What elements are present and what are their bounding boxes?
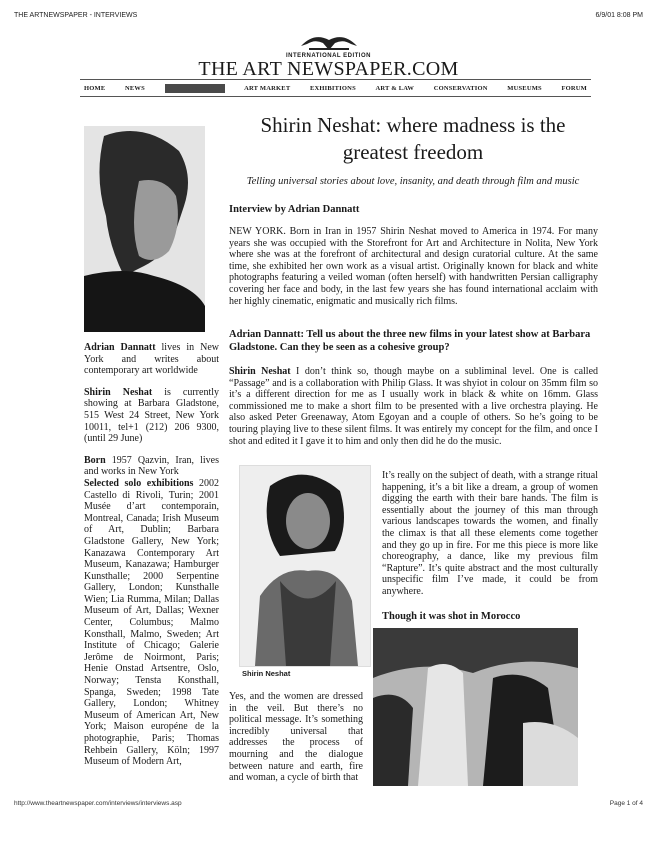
article-byline: Interview by Adrian Dannatt <box>229 204 360 215</box>
nav-art-law[interactable]: ART & LAW <box>375 84 415 92</box>
solo-note <box>84 478 219 768</box>
solo-label: Selected solo exhibitions <box>84 477 194 489</box>
print-header-title: THE ARTNEWSPAPER - INTERVIEWS <box>14 12 138 19</box>
edition-label: INTERNATIONAL EDITION <box>286 53 371 59</box>
article-intro: NEW YORK. Born in Iran in 1957 Shirin Neshat moved to America in 1974. For many years she was occupied with the Storefront for Art and Architecture in Nolita, New York where she was at the forefront of architectural and design curatorial culture. At the same time, she exhibited her own work as a visual artist. Originally known for black and white photographs featuring a veiled woman (often herself) with handwritten Persian calligraphy covering her face and body, in the last few years she has found international acclaim with her highly cinematic, enigmatic and musically rich films. <box>229 226 598 307</box>
masthead <box>0 30 657 79</box>
sidebar <box>84 342 219 778</box>
author-note <box>84 342 219 377</box>
masthead-emblem <box>299 30 359 52</box>
answer-1 <box>229 366 598 447</box>
nav-home[interactable]: HOME <box>84 84 106 92</box>
nav-art-market[interactable]: ART MARKET <box>244 84 291 92</box>
question-2: Though it was shot in Morocco <box>382 611 521 622</box>
show-artist: Shirin Neshat <box>84 386 153 398</box>
article-deck: Telling universal stories about love, insanity, and death through film and music <box>246 176 580 187</box>
site-title[interactable]: THE ART NEWSPAPER.COM <box>198 58 459 80</box>
author-bio: lives in New York and writes about contemporary art worldwide <box>84 342 219 377</box>
print-header-date: 6/9/01 8:08 PM <box>595 12 643 19</box>
answer-2: Yes, and the women are dressed in the veil. But there’s no political message. It’s something incredibly universal that addresses the process of mourning and the dialogue between nature and earth, fire and woman, a cycle of birth that <box>229 691 363 784</box>
nav-conservation[interactable]: CONSERVATION <box>433 84 488 92</box>
show-note <box>84 387 219 445</box>
author-name: Adrian Dannatt <box>84 342 156 353</box>
film-still-photo <box>373 628 578 786</box>
neshat-photo <box>239 465 371 667</box>
show-info: is currently showing at Barbara Gladstone, 515 West 24 Street, New York 10011, tel+1 (212) 206 9300, (until 29 June) <box>84 386 220 445</box>
born-note <box>84 455 219 478</box>
nav-exhibitions[interactable]: EXHIBITIONS <box>309 84 356 92</box>
nav-news[interactable]: NEWS <box>124 84 145 92</box>
answer-1-speaker: Shirin Neshat <box>229 366 291 377</box>
question-1: Adrian Dannatt: Tell us about the three new films in your latest show at Barbara Gladstone. Can they be seen as a cohesive group? <box>229 329 591 353</box>
born-label: Born <box>84 454 106 466</box>
main-nav <box>80 79 591 97</box>
nav-museums[interactable]: MUSEUMS <box>507 84 542 92</box>
nav-forum[interactable]: FORUM <box>561 84 587 92</box>
answer-1-text: I don’t think so, though maybe on a subliminal level. One is called “Passage” and is a collaboration with Philip Glass. It was shyiot in colour on 35mm film so it’s a different direction for me as I usually work in black & white on 16mm. Glass commissioned me to make a short film to be presented with a live orchestra playing. He also asked Peter Greenaway, Atom Egoyan and a couple of others. So he’s going to be touring playing live to these silent films. It was entirely my concept for the film, and once I shot and edited it I gave it to him and only then did he do the music. <box>229 366 599 447</box>
born-info: 1957 Qazvin, Iran, lives and works in New York <box>84 454 219 478</box>
author-photo <box>84 126 205 332</box>
answer-1-continued: It’s really on the subject of death, with a strange ritual happening, it’s a bit like a dream, a group of women digging the earth with their bare hands. The film is essentially about the journey of this man through various landscapes towards the women, and finally the climax is that all these elements come together and they go up in fire. For me this piece is more like choreography, a dance, like my previous film “Rapture”. It’s quite abstract and the most culturally unspecific film I’ve made, it could be from anywhere. <box>382 470 598 597</box>
article-headline: Shirin Neshat: where madness is the greatest freedom <box>260 113 566 164</box>
nav-interviews[interactable]: INTERVIEWS <box>165 84 225 93</box>
print-footer-url: http://www.theartnewspaper.com/interviews/interviews.asp <box>14 800 182 807</box>
solo-info: 2002 Castello di Rivoli, Turin; 2001 Musée d’art contemporain, Montreal, Canada; Irish Museum of Art, Dublin; Barbara Gladstone Gallery, New York; Kanazawa Contemporary Art Museum, Kanazawa; Hamburger Kunsthalle; 2000 Serpentine Gallery, London; Kunsthalle Wien; Lia Rumma, Milan; Dallas Museum of Art, Dallas; Wexner Center, Columbus; Malmo Konsthall, Malmo, Sweden; Art Institute of Chicago; Galerie Jerôme de Noirmont, Paris; Henie Onstad Artsentre, Oslo, Norway; Tensta Konsthall, Spanga, Sweden; 1998 Tate Gallery, London; Whitney Museum of American Art, New York; Maison européne de la photographie, Paris; Thomas Rehbein Gallery, Köln; 1997 Museum of Modern Art, <box>84 477 220 768</box>
print-footer-page: Page 1 of 4 <box>609 800 643 807</box>
photo-caption: Shirin Neshat <box>242 669 291 678</box>
